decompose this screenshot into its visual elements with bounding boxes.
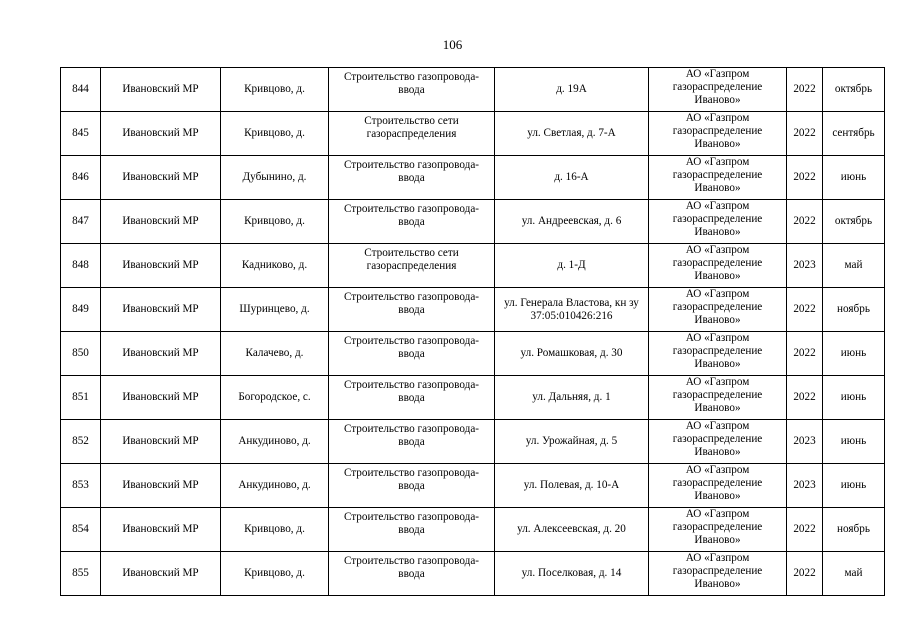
table-row	[61, 112, 885, 156]
cell-locality: Дубынино, д.	[221, 156, 329, 200]
cell-month: сентябрь	[823, 112, 885, 156]
cell-organization: АО «Газпром газораспределение Иваново»	[649, 420, 787, 464]
cell-work-type: Строительство газопровода-ввода	[329, 288, 495, 332]
cell-locality: Кривцово, д.	[221, 552, 329, 596]
cell-organization: АО «Газпром газораспределение Иваново»	[649, 376, 787, 420]
cell-year: 2022	[787, 156, 823, 200]
cell-year: 2022	[787, 288, 823, 332]
cell-year: 2023	[787, 244, 823, 288]
cell-number: 853	[61, 464, 101, 508]
table-row	[61, 244, 885, 288]
cell-organization: АО «Газпром газораспределение Иваново»	[649, 332, 787, 376]
cell-month: июнь	[823, 376, 885, 420]
cell-work-type: Строительство сети газораспределения	[329, 112, 495, 156]
cell-number: 852	[61, 420, 101, 464]
cell-year: 2022	[787, 112, 823, 156]
cell-year: 2022	[787, 68, 823, 112]
cell-locality: Анкудиново, д.	[221, 464, 329, 508]
cell-address: д. 16-А	[495, 156, 649, 200]
cell-address: д. 19А	[495, 68, 649, 112]
cell-month: июнь	[823, 420, 885, 464]
cell-address: ул. Генерала Властова, кн зу 37:05:010426:216	[495, 288, 649, 332]
table-row	[61, 508, 885, 552]
cell-year: 2022	[787, 508, 823, 552]
cell-locality: Шуринцево, д.	[221, 288, 329, 332]
cell-year: 2023	[787, 464, 823, 508]
cell-year: 2022	[787, 200, 823, 244]
cell-district: Ивановский МР	[101, 200, 221, 244]
cell-address: ул. Алексеевская, д. 20	[495, 508, 649, 552]
cell-address: ул. Светлая, д. 7-А	[495, 112, 649, 156]
cell-month: июнь	[823, 156, 885, 200]
cell-month: июнь	[823, 332, 885, 376]
cell-month: июнь	[823, 464, 885, 508]
cell-year: 2023	[787, 420, 823, 464]
cell-address: ул. Поселковая, д. 14	[495, 552, 649, 596]
cell-work-type: Строительство газопровода-ввода	[329, 68, 495, 112]
cell-work-type: Строительство газопровода-ввода	[329, 376, 495, 420]
cell-number: 846	[61, 156, 101, 200]
cell-year: 2022	[787, 552, 823, 596]
table-row	[61, 156, 885, 200]
cell-organization: АО «Газпром газораспределение Иваново»	[649, 552, 787, 596]
cell-address: ул. Дальняя, д. 1	[495, 376, 649, 420]
cell-organization: АО «Газпром газораспределение Иваново»	[649, 508, 787, 552]
cell-organization: АО «Газпром газораспределение Иваново»	[649, 200, 787, 244]
cell-district: Ивановский МР	[101, 332, 221, 376]
table-row	[61, 288, 885, 332]
cell-organization: АО «Газпром газораспределение Иваново»	[649, 156, 787, 200]
cell-work-type: Строительство газопровода-ввода	[329, 156, 495, 200]
cell-address: ул. Андреевская, д. 6	[495, 200, 649, 244]
cell-organization: АО «Газпром газораспределение Иваново»	[649, 244, 787, 288]
cell-number: 848	[61, 244, 101, 288]
cell-address: ул. Ромашковая, д. 30	[495, 332, 649, 376]
cell-number: 854	[61, 508, 101, 552]
cell-organization: АО «Газпром газораспределение Иваново»	[649, 112, 787, 156]
gasification-table	[60, 67, 885, 596]
cell-number: 847	[61, 200, 101, 244]
page-number: 106	[442, 37, 463, 52]
cell-locality: Кадниково, д.	[221, 244, 329, 288]
cell-month: май	[823, 552, 885, 596]
cell-number: 850	[61, 332, 101, 376]
cell-district: Ивановский МР	[101, 156, 221, 200]
cell-district: Ивановский МР	[101, 376, 221, 420]
cell-work-type: Строительство газопровода-ввода	[329, 508, 495, 552]
cell-district: Ивановский МР	[101, 420, 221, 464]
table-row	[61, 68, 885, 112]
cell-number: 855	[61, 552, 101, 596]
cell-district: Ивановский МР	[101, 112, 221, 156]
cell-organization: АО «Газпром газораспределение Иваново»	[649, 464, 787, 508]
cell-district: Ивановский МР	[101, 508, 221, 552]
table-row	[61, 332, 885, 376]
cell-work-type: Строительство газопровода-ввода	[329, 552, 495, 596]
cell-district: Ивановский МР	[101, 464, 221, 508]
cell-organization: АО «Газпром газораспределение Иваново»	[649, 68, 787, 112]
cell-locality: Кривцово, д.	[221, 200, 329, 244]
cell-address: ул. Урожайная, д. 5	[495, 420, 649, 464]
cell-work-type: Строительство газопровода-ввода	[329, 332, 495, 376]
cell-work-type: Строительство газопровода-ввода	[329, 464, 495, 508]
cell-district: Ивановский МР	[101, 68, 221, 112]
table-body	[61, 68, 885, 596]
cell-work-type: Строительство газопровода-ввода	[329, 420, 495, 464]
table-row	[61, 376, 885, 420]
cell-month: октябрь	[823, 200, 885, 244]
cell-locality: Анкудиново, д.	[221, 420, 329, 464]
cell-district: Ивановский МР	[101, 552, 221, 596]
cell-number: 851	[61, 376, 101, 420]
cell-district: Ивановский МР	[101, 244, 221, 288]
table-row	[61, 420, 885, 464]
cell-number: 845	[61, 112, 101, 156]
cell-district: Ивановский МР	[101, 288, 221, 332]
cell-locality: Калачево, д.	[221, 332, 329, 376]
cell-address: д. 1-Д	[495, 244, 649, 288]
table-row	[61, 200, 885, 244]
cell-work-type: Строительство сети газораспределения	[329, 244, 495, 288]
cell-address: ул. Полевая, д. 10-А	[495, 464, 649, 508]
cell-number: 844	[61, 68, 101, 112]
cell-locality: Кривцово, д.	[221, 68, 329, 112]
table-row	[61, 552, 885, 596]
cell-month: май	[823, 244, 885, 288]
cell-month: ноябрь	[823, 508, 885, 552]
cell-work-type: Строительство газопровода-ввода	[329, 200, 495, 244]
cell-month: ноябрь	[823, 288, 885, 332]
cell-organization: АО «Газпром газораспределение Иваново»	[649, 288, 787, 332]
cell-locality: Кривцово, д.	[221, 112, 329, 156]
table-row	[61, 464, 885, 508]
cell-number: 849	[61, 288, 101, 332]
cell-year: 2022	[787, 376, 823, 420]
cell-month: октябрь	[823, 68, 885, 112]
cell-year: 2022	[787, 332, 823, 376]
cell-locality: Кривцово, д.	[221, 508, 329, 552]
cell-locality: Богородское, с.	[221, 376, 329, 420]
